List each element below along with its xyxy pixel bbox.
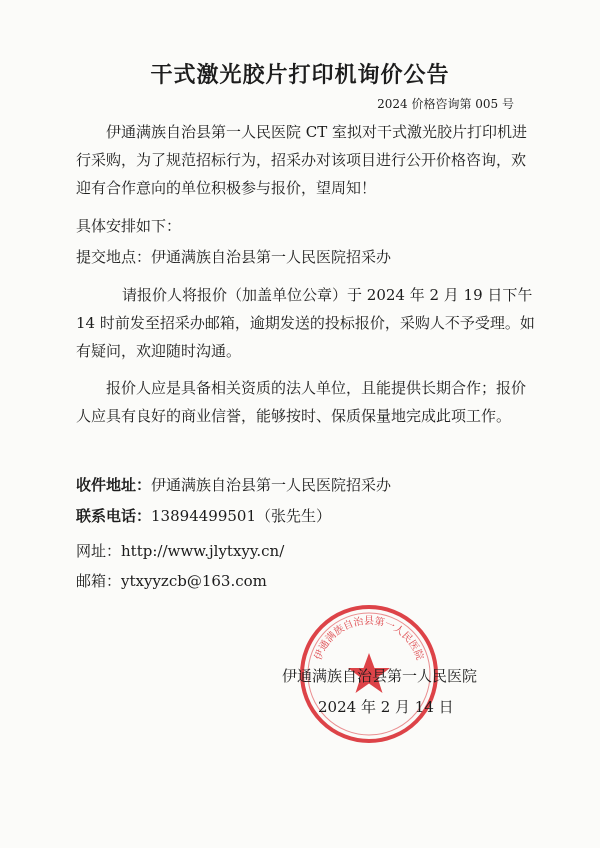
phone-value: 13894499501（张先生） <box>151 507 331 525</box>
seal-text: 伊通满族自治县第一人民医院 <box>313 615 425 662</box>
email-value: ytxyyzcb@163.com <box>121 572 267 590</box>
contact-address <box>76 474 391 495</box>
phone-label: 联系电话： <box>76 507 152 525</box>
website-value: http://www.jlytxyy.cn/ <box>121 542 285 560</box>
signature-date: 2024 年 2 月 14 日 <box>318 698 454 716</box>
deadline-paragraph: 请报价人将报价（加盖单位公章）于 2024 年 2 月 19 日下午 14 时前发至招采办邮箱，逾期发送的投标报价，采购人不予受理。如有疑问，欢迎随时沟通。 <box>76 286 535 360</box>
submit-place: 提交地点：伊通满族自治县第一人民医院招采办 <box>76 248 392 266</box>
contact-email <box>76 570 267 591</box>
email-label: 邮箱： <box>76 572 122 590</box>
intro-paragraph: 伊通满族自治县第一人民医院 CT 室拟对干式激光胶片打印机进行采购，为了规范招标行为，招采办对该项目进行公开价格咨询，欢迎有合作意向的单位积极参与报价，望周知！ <box>76 123 528 197</box>
website-label: 网址： <box>76 542 122 560</box>
document-number: 2024 价格咨询第 005 号 <box>377 97 514 111</box>
requirement-paragraph: 报价人应是具备相关资质的法人单位，且能提供长期合作；报价人应具有良好的商业信誉，能够按时、保质保量地完成此项工作。 <box>76 379 527 425</box>
notice-title: 干式激光胶片打印机询价公告 <box>150 62 450 88</box>
arrangement-heading: 具体安排如下： <box>76 217 182 235</box>
signature-org: 伊通满族自治县第一人民医院 <box>282 667 478 685</box>
address-label: 收件地址： <box>76 476 152 494</box>
contact-phone <box>76 505 331 526</box>
contact-website <box>76 540 284 561</box>
address-value: 伊通满族自治县第一人民医院招采办 <box>151 476 392 494</box>
